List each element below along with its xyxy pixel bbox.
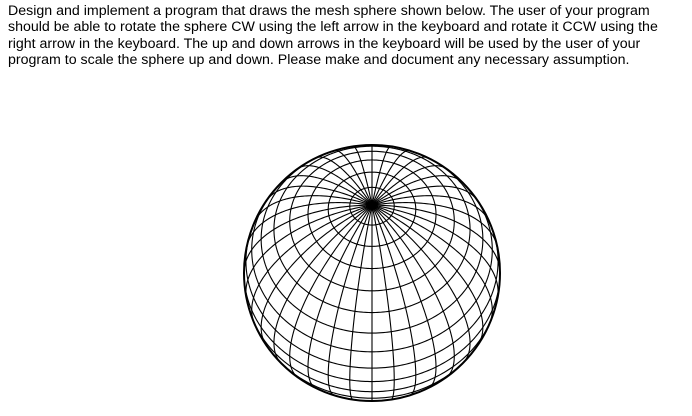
- sphere-meridian-line: [372, 166, 446, 205]
- problem-line-3: right arrow in the keyboard. The up and down arrows in the keyboard will be used by the user of your: [8, 35, 641, 52]
- sphere-meridian-line: [281, 176, 372, 205]
- mesh-sphere-figure: [242, 133, 502, 409]
- sphere-meridian-line: [298, 166, 372, 205]
- sphere-meridian-line: [372, 205, 436, 388]
- sphere-meridian-line: [372, 205, 483, 345]
- sphere-meridian-line: [372, 176, 463, 205]
- problem-line-4: program to scale the sphere up and down. Please make and document any necessary assumption.: [8, 52, 630, 69]
- sphere-meridian-line: [308, 205, 372, 388]
- mesh-sphere-icon: [242, 133, 502, 409]
- problem-line-2: should be able to rotate the sphere CW using the left arrow in the keyboard and rotate it CCW using the: [8, 19, 658, 36]
- sphere-meridian-line: [261, 205, 372, 345]
- problem-statement: [8, 3, 690, 69]
- problem-line-1: Design and implement a program that draws the mesh sphere shown below. The user of your program: [8, 3, 650, 19]
